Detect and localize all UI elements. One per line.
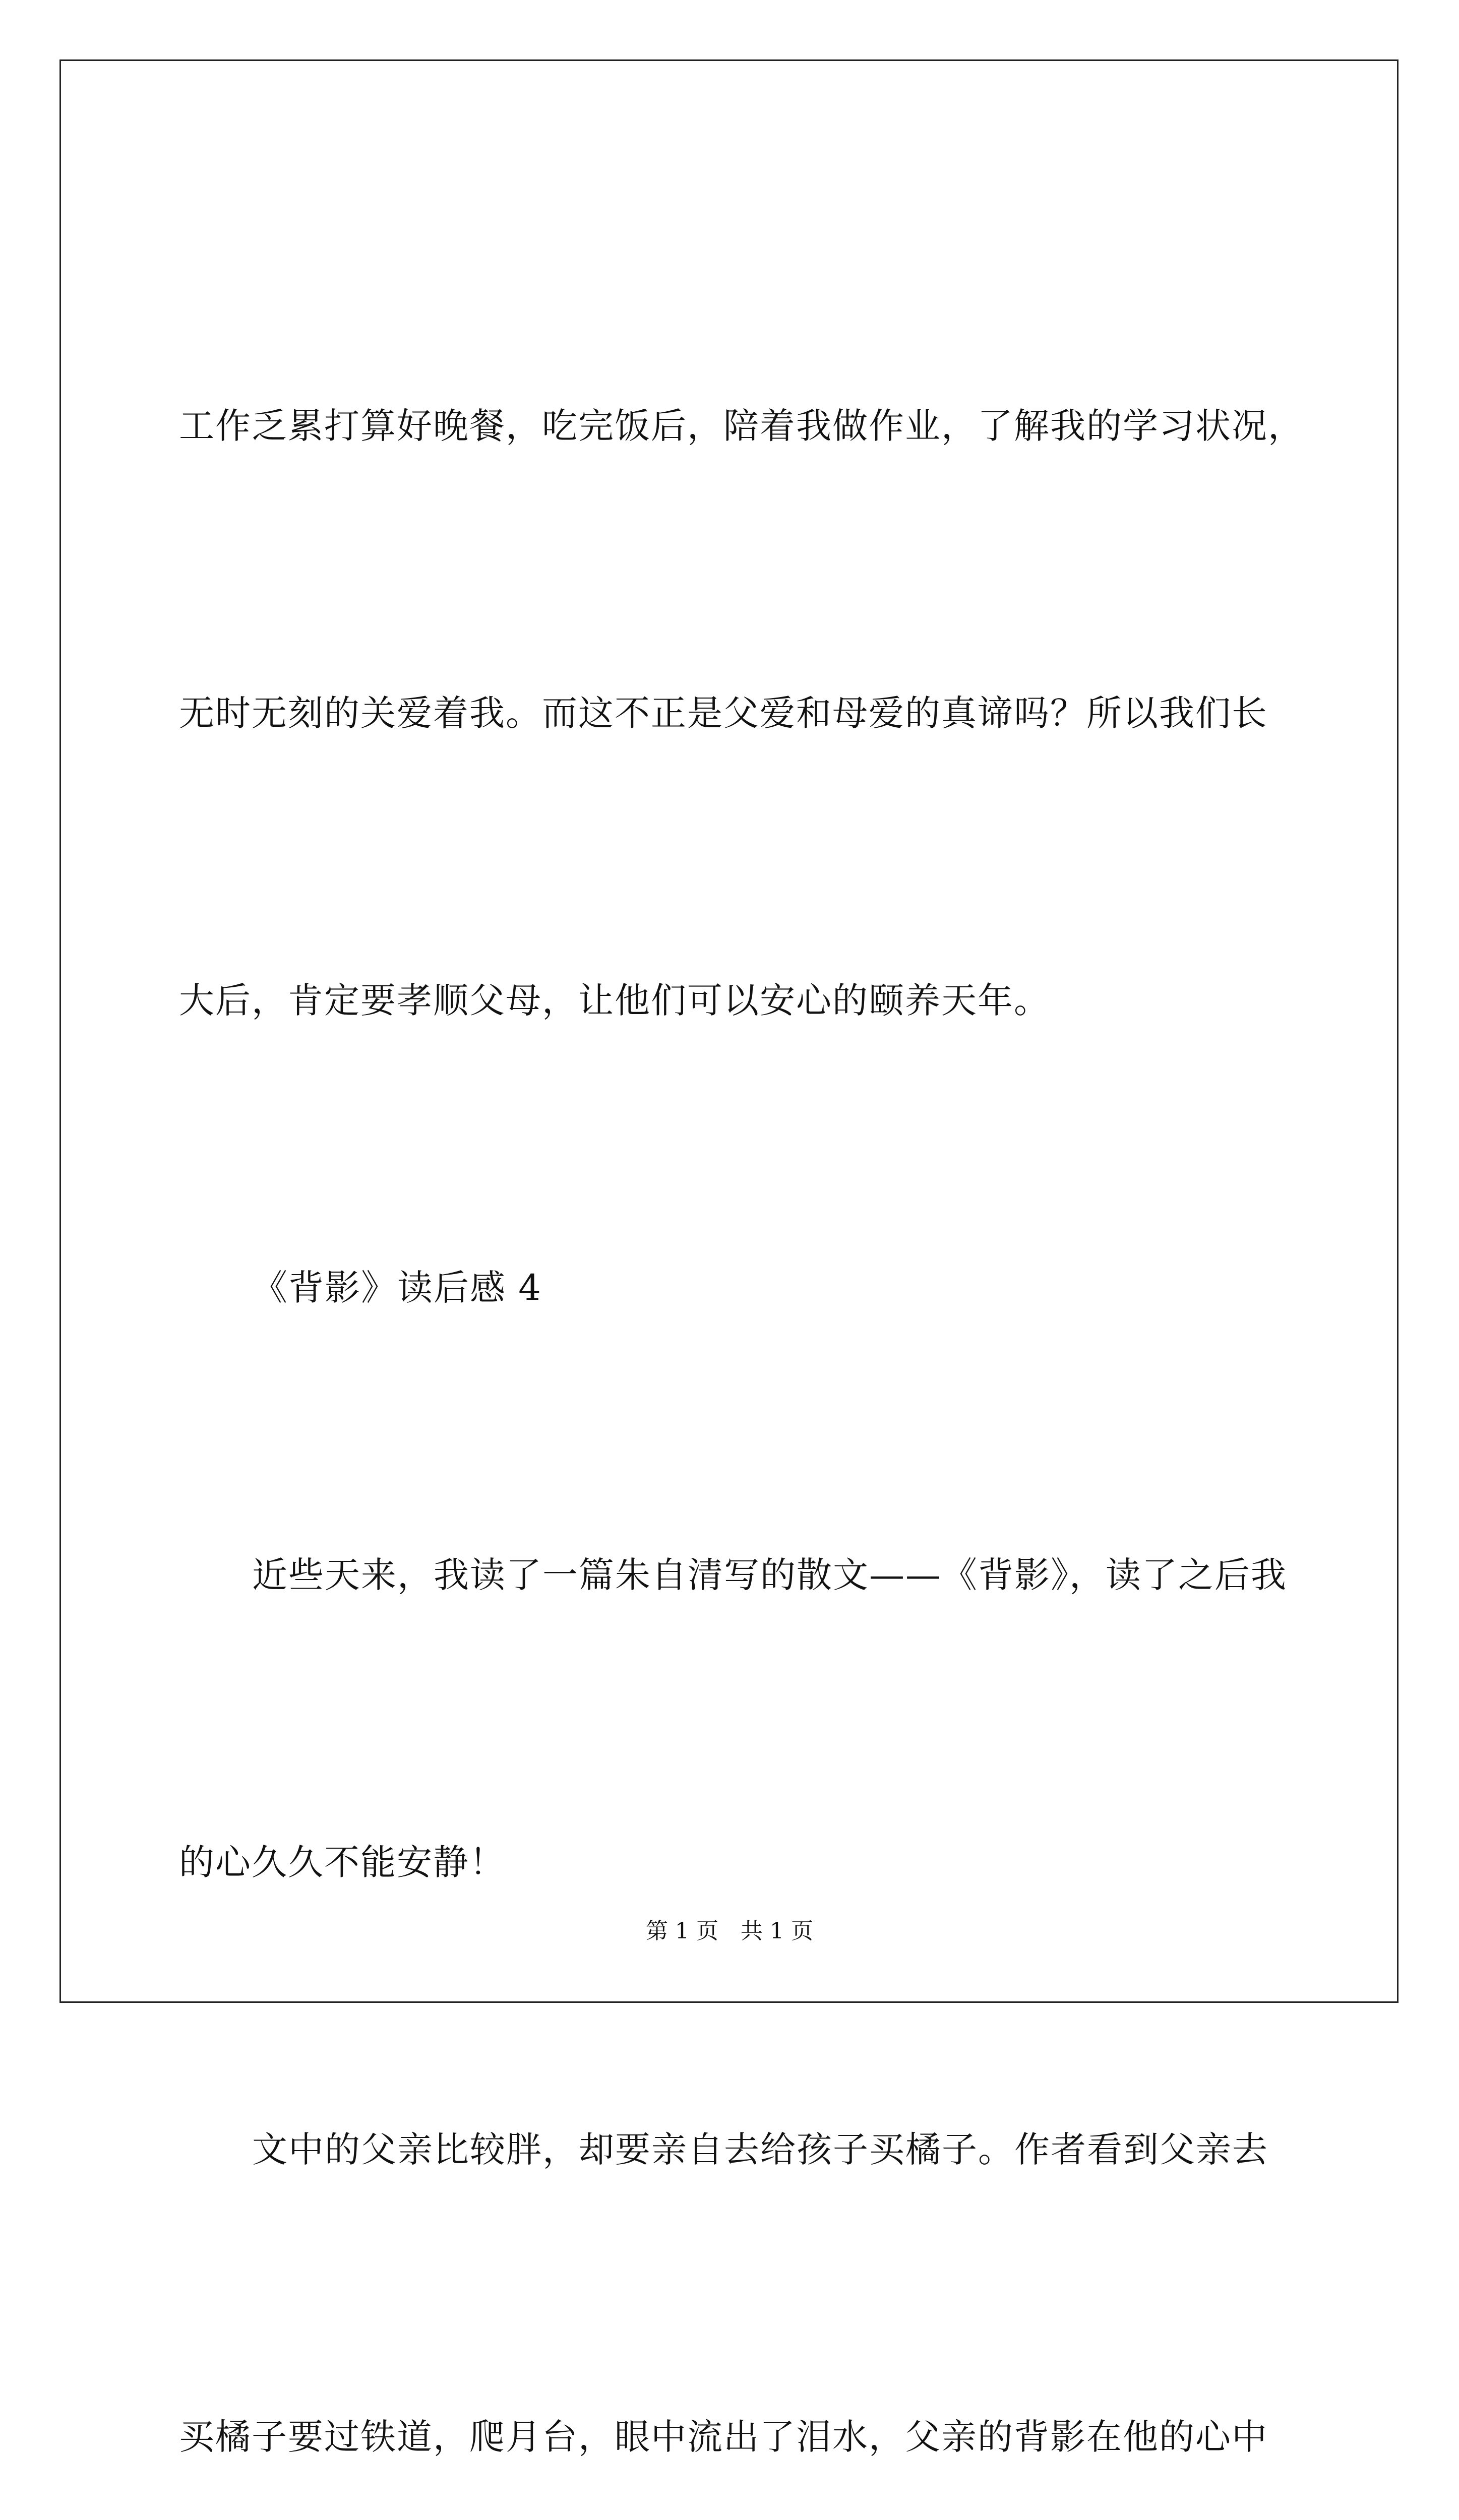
- text-line: 大后，肯定要孝顺父母，让他们可以安心的颐养天年。: [179, 980, 1050, 1021]
- text-line: 无时无刻的关爱着我。而这不正是父爱和母爱的真谛吗？所以我们长: [179, 692, 1268, 734]
- text-line: 的心久久不能安静！: [179, 1842, 506, 1883]
- text-block: [179, 186, 1304, 2520]
- document-body: [179, 186, 1304, 2520]
- section-heading: 《背影》读后感 4: [252, 1267, 542, 1308]
- text-line: 买橘子要过铁道，爬月台，眼中流出了泪水，父亲的背影在他的心中: [179, 2416, 1268, 2458]
- text-line: 文中的父亲比较胖，却要亲自去给孩子买橘子。作者看到父亲去: [252, 2129, 1268, 2170]
- page-number: 第 1 页 共 1 页: [646, 1918, 813, 1944]
- text-line: 工作乏累打算好晚餐，吃完饭后，陪着我做作业，了解我的学习状况，: [179, 405, 1304, 447]
- text-line: 近些天来，我读了一篇朱自清写的散文——《背影》，读了之后我: [252, 1554, 1287, 1596]
